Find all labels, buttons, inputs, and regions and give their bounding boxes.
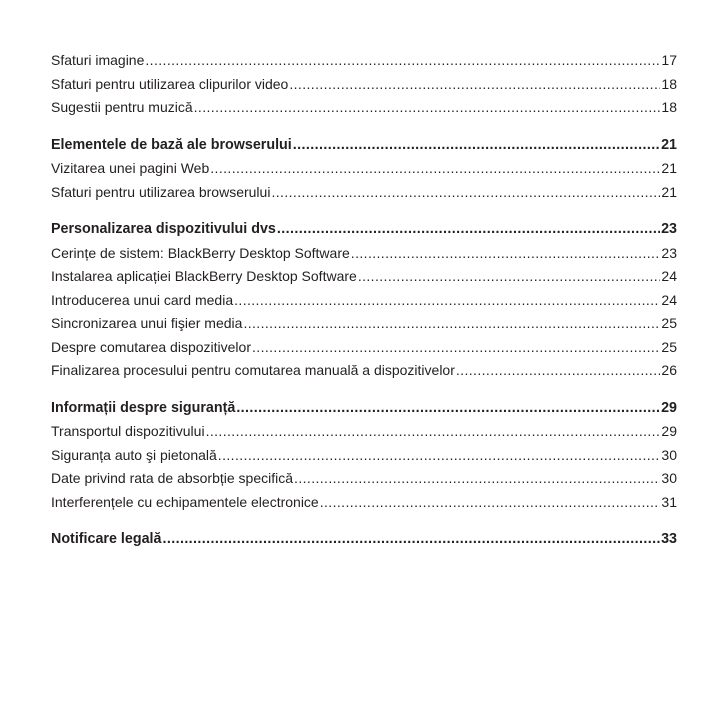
dot-leader (206, 420, 661, 444)
toc-entry-page: 25 (661, 338, 677, 355)
toc-entry-title: Instalarea aplicației BlackBerry Desktop Software (51, 268, 357, 284)
toc-entry[interactable] (51, 49, 677, 73)
toc-entry[interactable] (51, 96, 677, 120)
toc-entry[interactable] (51, 336, 677, 360)
dot-leader (162, 528, 660, 552)
toc-entry-title: Siguranța auto şi pietonală (51, 446, 217, 463)
toc-entry[interactable] (51, 467, 677, 491)
toc-entry-page: 21 (661, 160, 677, 176)
toc-entry[interactable] (51, 420, 677, 444)
dot-leader (234, 289, 660, 313)
toc-entry-title: Sfaturi pentru utilizarea clipurilor video (51, 75, 289, 92)
dot-leader (294, 467, 660, 491)
toc-section (51, 218, 677, 383)
table-of-contents (51, 49, 677, 552)
toc-entry[interactable] (51, 73, 677, 97)
toc-entry-page: 23 (661, 244, 677, 261)
dot-leader (293, 134, 660, 158)
toc-entry-title: Cerințe de sistem: BlackBerry Desktop Software (51, 244, 350, 261)
toc-entry-page: 30 (661, 446, 677, 463)
toc-entry-page: 31 (661, 493, 677, 510)
toc-section (51, 397, 677, 515)
toc-entry-page: 26 (661, 362, 677, 378)
dot-leader (456, 359, 661, 383)
toc-entry-title: Interferențele cu echipamentele electronice (51, 493, 319, 510)
toc-entry-page: 18 (661, 99, 677, 115)
dot-leader (271, 181, 660, 205)
toc-chapter-entry[interactable] (51, 134, 677, 158)
toc-entry-title: Despre comutarea dispozitivelor (51, 338, 251, 355)
dot-leader (289, 73, 660, 97)
toc-entry-page: 21 (661, 183, 677, 200)
toc-entry-title: Date privind rata de absorbție specifică (51, 470, 294, 486)
toc-entry-title: Introducerea unui card media (51, 291, 234, 308)
toc-chapter-entry[interactable] (51, 397, 677, 421)
toc-chapter-page: 33 (661, 531, 677, 547)
toc-chapter-entry[interactable] (51, 528, 677, 552)
toc-entry-title: Finalizarea procesului pentru comutarea manuală a dispozitivelor (51, 362, 455, 378)
toc-entry-title: Sfaturi pentru utilizarea browserului (51, 183, 271, 200)
toc-entry[interactable] (51, 265, 677, 289)
toc-entry-page: 24 (661, 268, 677, 284)
toc-entry-title: Sincronizarea unui fişier media (51, 315, 243, 331)
toc-entry-title: Transportul dispozitivului (51, 423, 205, 439)
toc-chapter-page: 23 (661, 221, 677, 237)
toc-chapter-title: Notificare legală (51, 531, 162, 547)
toc-entry-title: Sugestii pentru muzică (51, 99, 193, 115)
toc-chapter-entry[interactable] (51, 218, 677, 242)
toc-entry-title: Sfaturi imagine (51, 52, 145, 68)
toc-chapter-title: Elementele de bază ale browserului (51, 136, 292, 153)
toc-entry[interactable] (51, 491, 677, 515)
toc-entry[interactable] (51, 157, 677, 181)
toc-entry[interactable] (51, 444, 677, 468)
dot-leader (145, 49, 660, 73)
dot-leader (277, 218, 660, 242)
toc-entry[interactable] (51, 359, 677, 383)
toc-entry-page: 25 (661, 315, 677, 331)
toc-entry[interactable] (51, 312, 677, 336)
toc-section (51, 134, 677, 205)
toc-entry-title: Vizitarea unei pagini Web (51, 160, 210, 176)
toc-entry-page: 29 (661, 423, 677, 439)
toc-entry-page: 17 (661, 52, 677, 68)
toc-chapter-page: 29 (661, 399, 677, 416)
toc-chapter-page: 21 (661, 136, 677, 153)
dot-leader (252, 336, 660, 360)
toc-entry[interactable] (51, 242, 677, 266)
toc-chapter-title: Personalizarea dispozitivului dvs (51, 221, 276, 237)
dot-leader (210, 157, 660, 181)
dot-leader (243, 312, 660, 336)
dot-leader (358, 265, 661, 289)
toc-entry-page: 18 (661, 75, 677, 92)
dot-leader (194, 96, 661, 120)
dot-leader (236, 397, 660, 421)
toc-section (51, 528, 677, 552)
toc-entry-page: 30 (661, 470, 677, 486)
dot-leader (320, 491, 661, 515)
toc-entry[interactable] (51, 181, 677, 205)
dot-leader (218, 444, 661, 468)
toc-entry-page: 24 (661, 291, 677, 308)
toc-chapter-title: Informații despre siguranță (51, 399, 236, 416)
dot-leader (351, 242, 661, 266)
toc-section (51, 49, 677, 120)
toc-entry[interactable] (51, 289, 677, 313)
